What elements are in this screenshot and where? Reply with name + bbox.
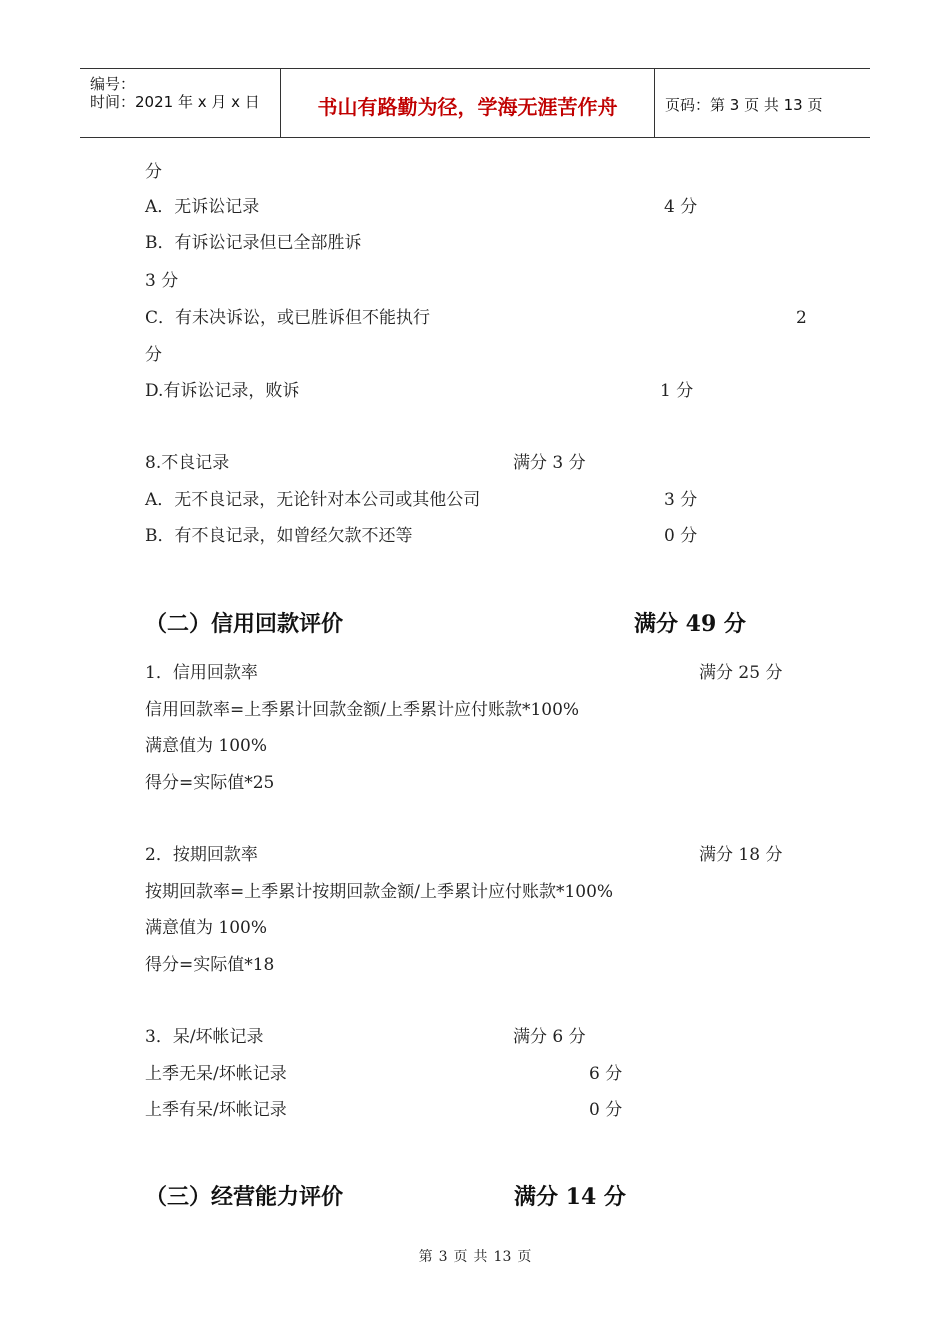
formula: 信用回款率=上季累计回款金额/上季累计应付账款*100% xyxy=(145,700,580,720)
max-score: 满分 18 分 xyxy=(699,845,783,865)
header-motto-cell xyxy=(281,69,655,137)
header-page-cell xyxy=(655,69,870,137)
score: 1 分 xyxy=(660,381,694,401)
footer-page-total: 13 xyxy=(493,1249,512,1265)
footer-page-number: 3 xyxy=(438,1249,448,1265)
score: 0 分 xyxy=(664,526,698,546)
formula: 按期回款率=上季累计按期回款金额/上季累计应付账款*100% xyxy=(145,882,614,902)
section-max-score: 满分 49 分 xyxy=(634,611,746,637)
text-line: 得分=实际值*18 xyxy=(145,955,275,975)
document-number-label: 编号： xyxy=(90,75,136,93)
page-info: 页码：第 3 页 共 13 页 xyxy=(665,96,823,114)
text-line: B．有诉讼记录但已全部胜诉 xyxy=(145,233,362,253)
score: 2 xyxy=(796,308,807,328)
text-line: A．无诉讼记录 xyxy=(145,197,260,217)
item-heading: 2．按期回款率 xyxy=(145,845,258,865)
max-score: 满分 6 分 xyxy=(513,1027,586,1047)
max-score: 满分 25 分 xyxy=(699,663,783,683)
item-heading: 8.不良记录 xyxy=(145,453,230,473)
text-line: 上季无呆/坏帐记录 xyxy=(145,1064,287,1084)
max-score: 满分 3 分 xyxy=(513,453,586,473)
text-line: A．无不良记录，无论针对本公司或其他公司 xyxy=(145,490,481,510)
text-line: D.有诉讼记录，败诉 xyxy=(145,381,300,401)
document-date: 时间：2021 年 x 月 x 日 xyxy=(90,93,260,111)
footer-text: 页 xyxy=(517,1249,532,1265)
text-line: 满意值为 100% xyxy=(145,736,268,756)
item-heading: 3．呆/坏帐记录 xyxy=(145,1027,264,1047)
text-line: C．有未决诉讼，或已胜诉但不能执行 xyxy=(145,308,431,328)
section-title: （三）经营能力评价 xyxy=(145,1184,344,1210)
score: 4 分 xyxy=(664,197,698,217)
section-max-score: 满分 14 分 xyxy=(514,1184,626,1210)
text-line: 满意值为 100% xyxy=(145,918,268,938)
text-line: 分 xyxy=(145,162,162,182)
item-heading: 1．信用回款率 xyxy=(145,663,258,683)
text-line: 得分=实际值*25 xyxy=(145,773,275,793)
text-line: 上季有呆/坏帐记录 xyxy=(145,1100,287,1120)
score: 6 分 xyxy=(589,1064,623,1084)
page-header xyxy=(80,68,870,138)
text-line: B．有不良记录，如曾经欠款不还等 xyxy=(145,526,413,546)
header-meta-cell xyxy=(80,69,281,137)
page-footer xyxy=(0,1246,950,1266)
footer-text: 第 xyxy=(418,1249,433,1265)
footer-text: 页 xyxy=(453,1249,468,1265)
score: 0 分 xyxy=(589,1100,623,1120)
score: 3 分 xyxy=(664,490,698,510)
text-line: 3 分 xyxy=(145,271,179,291)
motto: 书山有路勤为径，学海无涯苦作舟 xyxy=(317,95,618,119)
section-title: （二）信用回款评价 xyxy=(145,611,344,637)
text-line: 分 xyxy=(145,345,162,365)
footer-text: 共 xyxy=(473,1249,488,1265)
